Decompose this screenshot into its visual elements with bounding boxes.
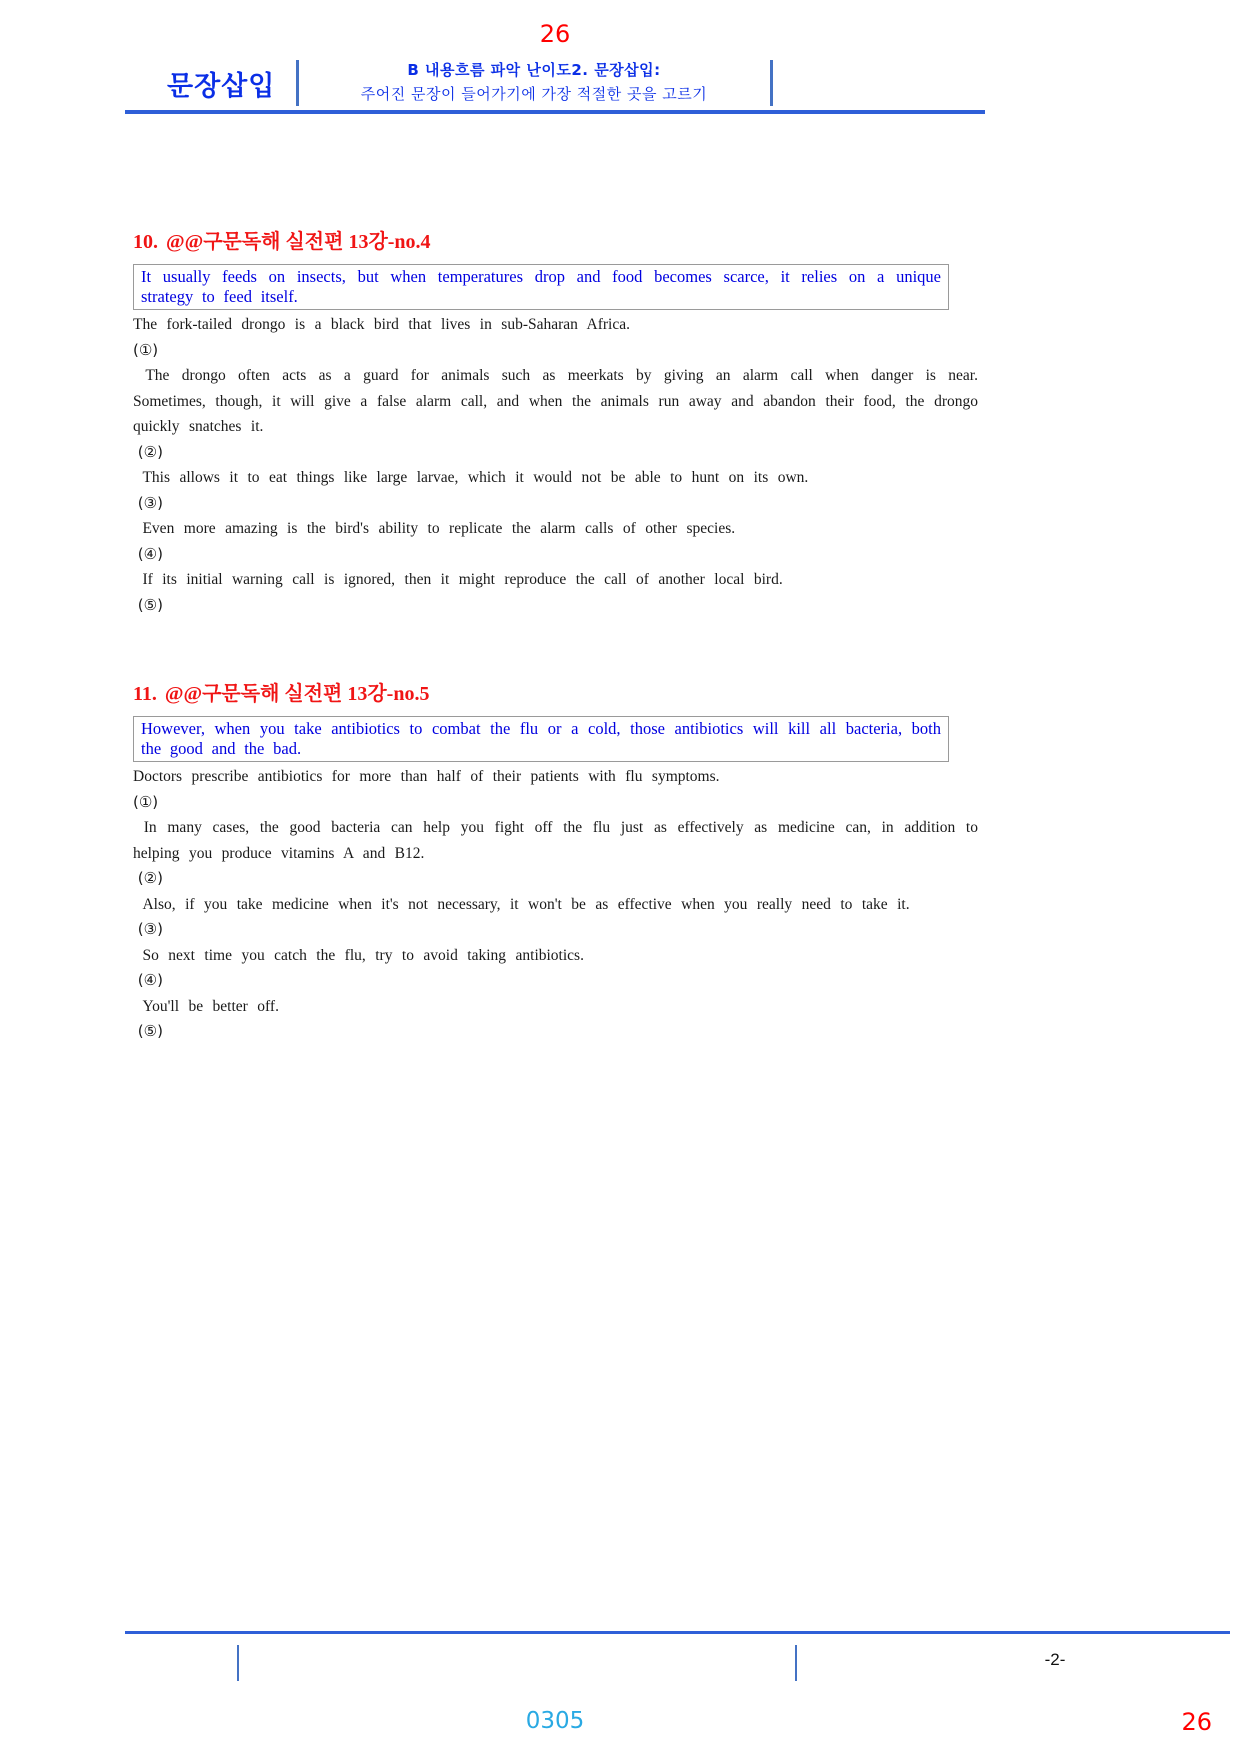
footer-divider-bar-right (795, 1645, 797, 1681)
question-title (133, 228, 978, 256)
question-10 (133, 228, 988, 618)
header-subtitle-line2: 주어진 문장이 들어가기에 가장 적절한 곳을 고르기 (360, 85, 708, 103)
body-sentence: Doctors prescribe antibiotics for more than half of their patients with flu symptoms. (133, 768, 720, 785)
footer-page-label: -2- (1044, 1650, 1066, 1669)
insertion-point-marker: (①) (133, 340, 159, 359)
page-number-top: 26 (539, 20, 571, 48)
footer-divider-bar-left (237, 1645, 239, 1681)
insertion-point-marker: (③) (133, 920, 163, 938)
question-body (133, 312, 988, 618)
body-sentence: The fork-tailed drongo is a black bird that lives in sub-Saharan Africa. (133, 316, 630, 333)
insertion-point-marker: (②) (133, 442, 163, 461)
question-11 (133, 680, 988, 1045)
question-title-text: @@구문독해 실전편 13강-no.5 (164, 683, 430, 705)
page-number-bottom: 26 (1181, 1708, 1212, 1736)
footer-code: 0305 (525, 1708, 585, 1734)
question-body (133, 764, 988, 1045)
body-sentence: Even more amazing is the bird's ability to replicate the alarm calls of other species. (133, 520, 736, 537)
insertion-point-marker: (⑤) (133, 595, 163, 614)
insertion-point-marker: (⑤) (133, 1022, 163, 1040)
header-divider-bar-right (770, 60, 773, 106)
body-sentence: If its initial warning call is ignored, then it might reproduce the call of another local bird. (133, 571, 783, 588)
header-section-title: 문장삽입 (167, 71, 276, 102)
insertion-point-marker: (②) (133, 869, 163, 887)
footer-rule (125, 1631, 1230, 1634)
header-subtitle (308, 58, 760, 106)
insertion-point-marker: (④) (133, 544, 163, 563)
body-sentence: You'll be better off. (133, 997, 279, 1015)
header-rule (125, 110, 985, 114)
body-sentence: This allows it to eat things like large larvae, which it would not be able to hunt on its own. (133, 469, 809, 486)
insertion-point-marker: (③) (133, 493, 163, 512)
body-sentence: So next time you catch the flu, try to avoid taking antibiotics. (133, 946, 584, 964)
header-subtitle-line1: B 내용흐름 파악 난이도2. 문장삽입: (407, 61, 661, 79)
question-title (133, 680, 978, 708)
question-title-text: @@구문독해 실전편 13강-no.4 (166, 231, 431, 253)
insertion-point-marker: (④) (133, 971, 163, 989)
body-sentence: In many cases, the good bacteria can help you fight off the flu just as effectively as medicine can, in addition to helping you produce vitamins A and B12. (133, 819, 988, 862)
given-sentence-box: It usually feeds on insects, but when temperatures drop and food becomes scarce, it relies on a unique strategy to feed itself. (133, 264, 949, 310)
question-number: 11. (133, 683, 157, 705)
body-sentence: The drongo often acts as a guard for animals such as meerkats by giving an alarm call when danger is near. Sometimes, though, it will give a false alarm call, and when the animals run away and abandon their food, the drongo quickly snatches it. (133, 367, 988, 435)
given-sentence-box: However, when you take antibiotics to combat the flu or a cold, those antibiotics will kill all bacteria, both the good and the bad. (133, 716, 949, 762)
question-list (133, 228, 988, 1045)
insertion-point-marker: (①) (133, 792, 159, 811)
question-number: 10. (133, 231, 158, 253)
header-divider-bar-left (296, 60, 299, 106)
body-sentence: Also, if you take medicine when it's not necessary, it won't be as effective when you really need to take it. (133, 895, 910, 913)
